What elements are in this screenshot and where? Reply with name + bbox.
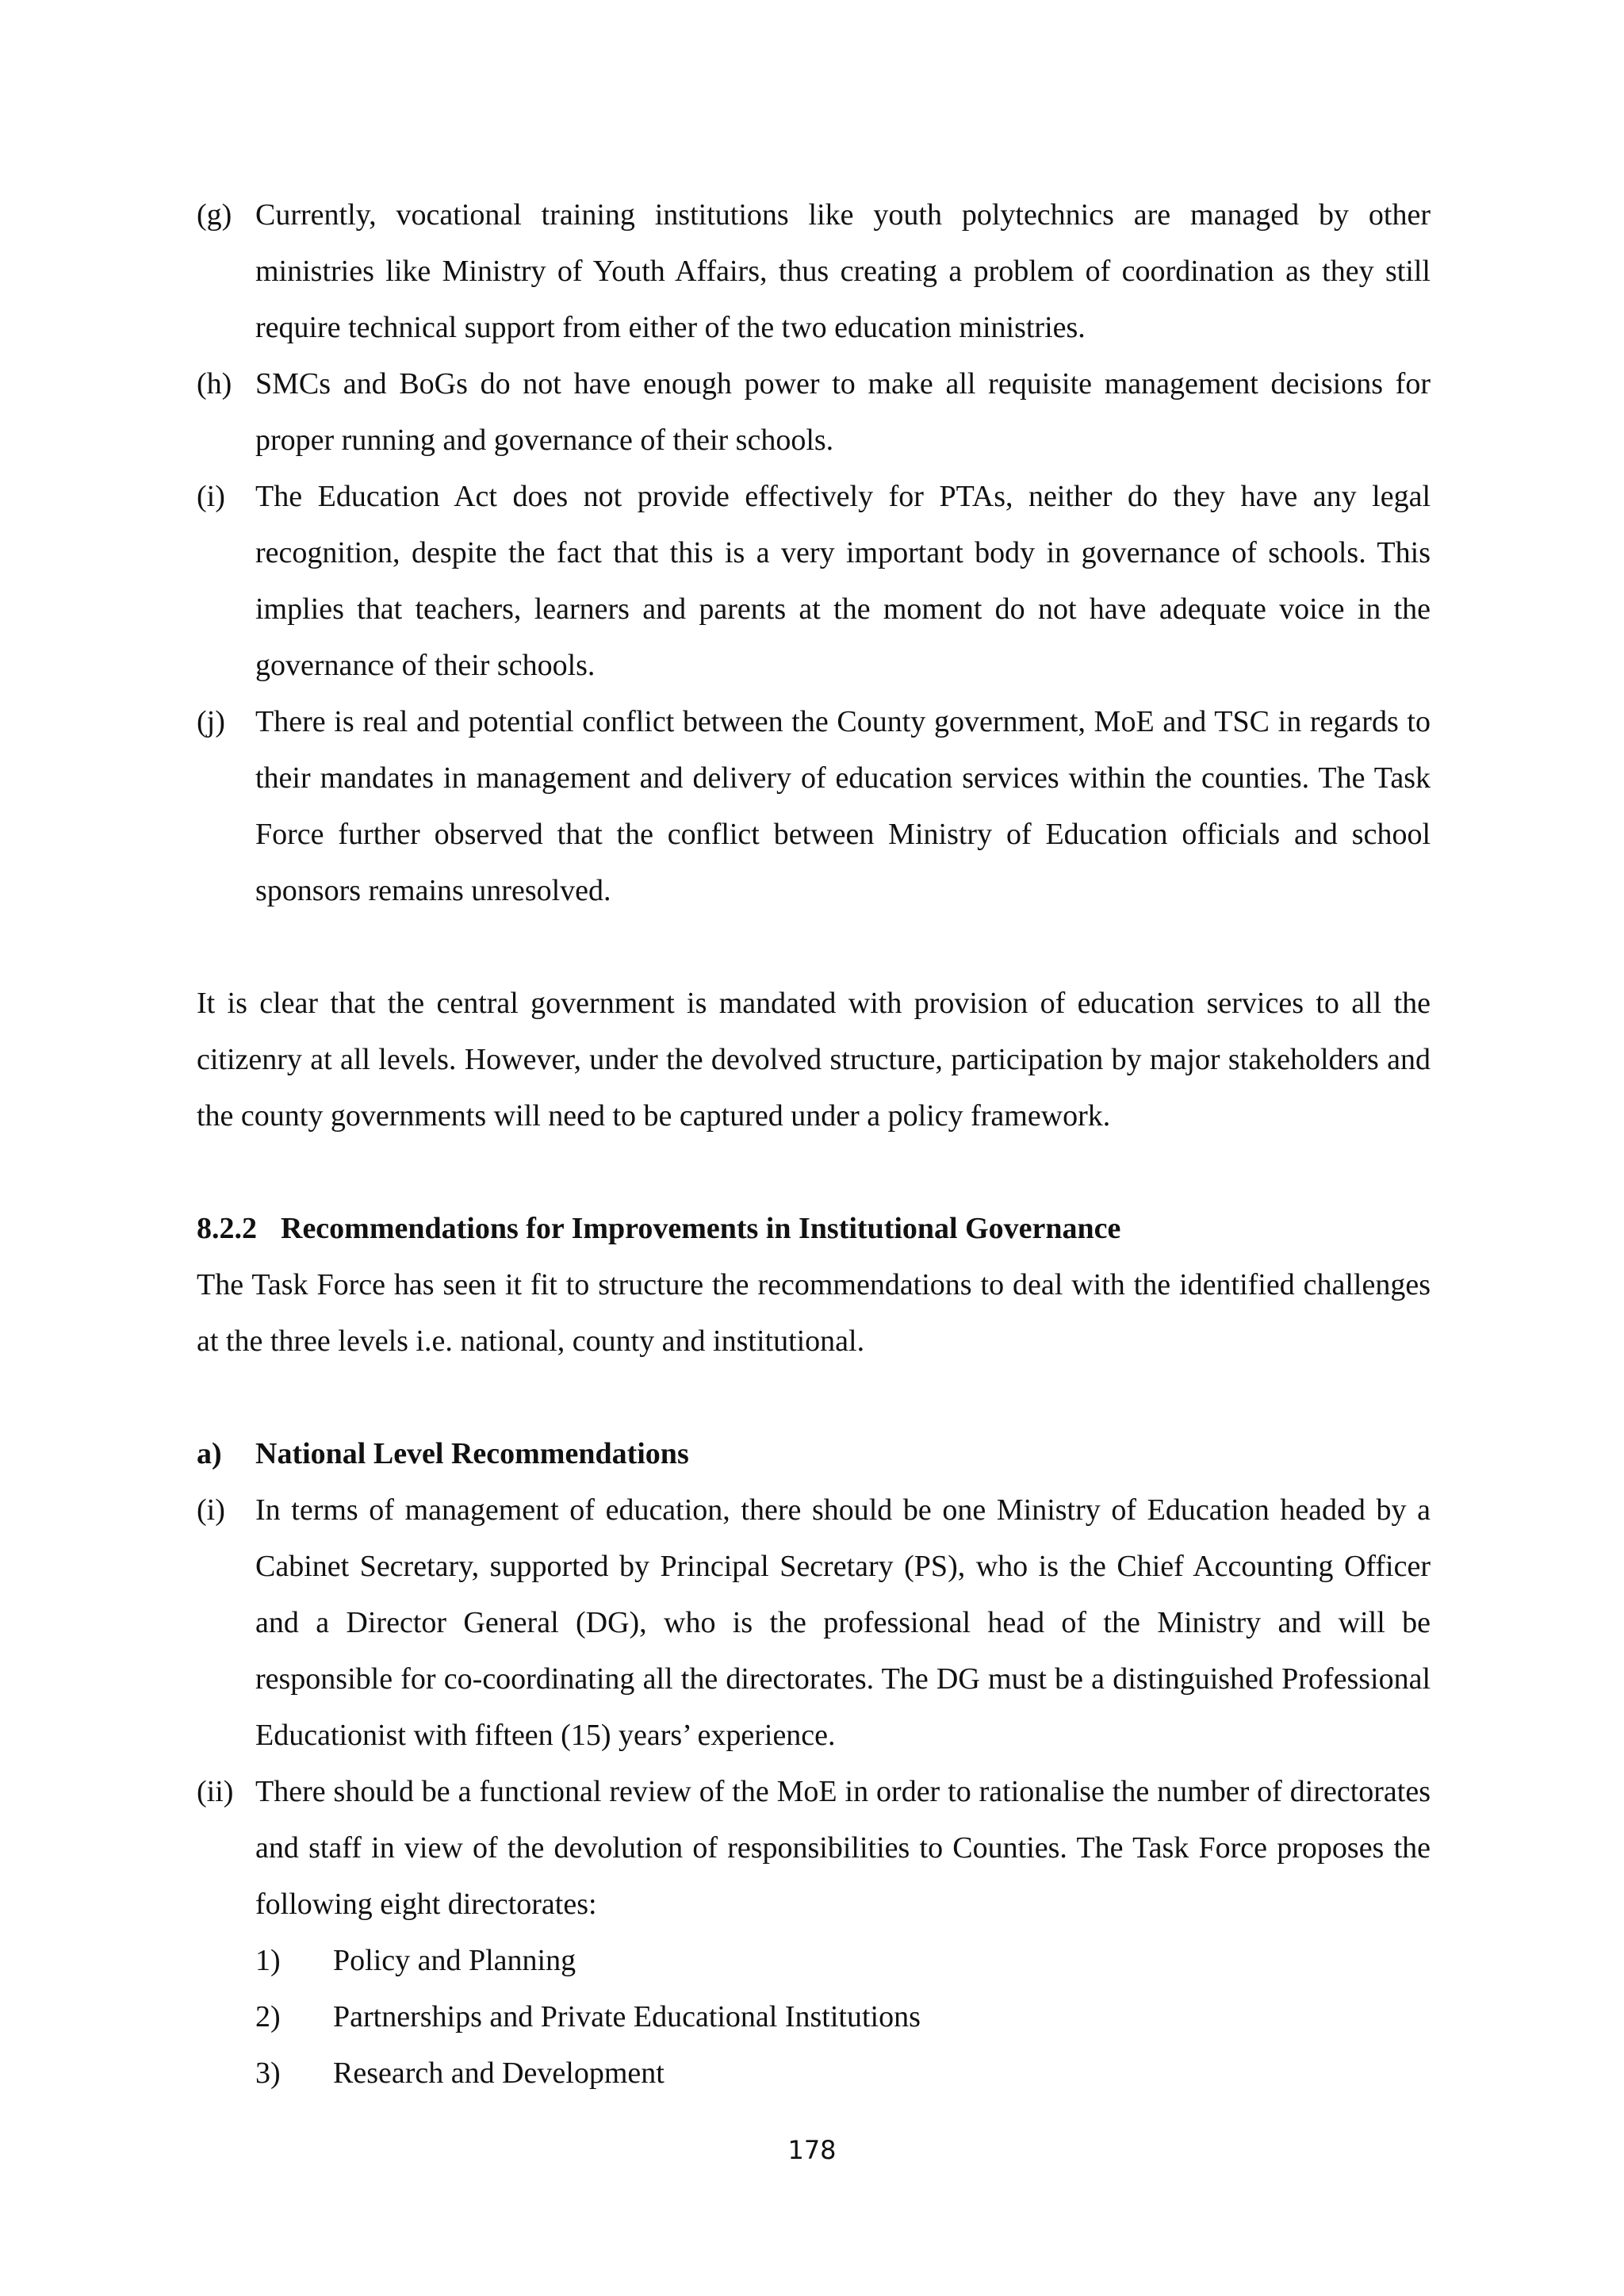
list-item-text: There is real and potential conflict between the County government, MoE and TSC in regards to their mandates in management and delivery of education services within the counties. The Task Force further observed that the conflict between Ministry of Education officials and school sponsors remains unresolved. — [255, 705, 1431, 907]
subsection-label: a) — [197, 1437, 222, 1470]
list-item-i — [197, 469, 1431, 694]
list-item-i-national — [197, 1482, 1431, 1764]
directorate-item — [197, 1989, 1431, 2045]
section-title: Recommendations for Improvements in Institutional Governance — [281, 1212, 1121, 1245]
list-item-g — [197, 187, 1431, 356]
list-item-label: (ii) — [197, 1775, 234, 1808]
directorate-name: Policy and Planning — [333, 1944, 576, 1977]
list-item-label: (h) — [197, 367, 232, 401]
subsection-title: National Level Recommendations — [255, 1437, 689, 1470]
directorate-number: 2) — [255, 2000, 281, 2033]
list-item-label: (g) — [197, 198, 232, 232]
spacer — [197, 1144, 1431, 1201]
directorate-name: Partnerships and Private Educational Institutions — [333, 2000, 921, 2033]
directorate-number: 1) — [255, 1944, 281, 1977]
list-item-label: (i) — [197, 1493, 225, 1527]
list-item-label: (i) — [197, 480, 225, 513]
section-intro: The Task Force has seen it fit to structure the recommendations to deal with the identified challenges at the three levels i.e. national, county and institutional. — [197, 1268, 1431, 1358]
list-item-h — [197, 356, 1431, 469]
spacer — [197, 919, 1431, 976]
list-item-text: In terms of management of education, there should be one Ministry of Education headed by a Cabinet Secretary, supported by Principal Secretary (PS), who is the Chief Accounting Officer and a Director General (DG), who is the professional head of the Ministry and will be responsible for co-coordinating all the directorates. The DG must be a distinguished Professional Educationist with fifteen (15) years’ experience. — [255, 1493, 1431, 1752]
list-item-ii-national — [197, 1764, 1431, 1933]
list-item-text: Currently, vocational training institutions like youth polytechnics are managed by other ministries like Ministry of Youth Affairs, thus creating a problem of coordination as they still require technical support from either of the two education ministries. — [255, 198, 1431, 344]
directorate-item — [197, 1933, 1431, 1989]
list-item-text: SMCs and BoGs do not have enough power to make all requisite management decisions for proper running and governance of their schools. — [255, 367, 1431, 457]
list-item-text: The Education Act does not provide effectively for PTAs, neither do they have any legal recognition, despite the fact that this is a very important body in governance of schools. This implies that teachers, learners and parents at the moment do not have adequate voice in the governance of their schools. — [255, 480, 1431, 682]
subsection-heading — [197, 1426, 1431, 1482]
spacer — [197, 1370, 1431, 1426]
body-paragraph: It is clear that the central government is mandated with provision of education services to all the citizenry at all levels. However, under the devolved structure, participation by major stakeholders and the county governments will need to be captured under a policy framework. — [197, 987, 1431, 1133]
list-item-j — [197, 694, 1431, 919]
directorate-item — [197, 2045, 1431, 2102]
list-item-label: (j) — [197, 705, 225, 738]
list-item-text: There should be a functional review of the MoE in order to rationalise the number of directorates and staff in view of the devolution of responsibilities to Counties. The Task Force proposes the following eight directorates: — [255, 1775, 1431, 1921]
page-number: 178 — [787, 2135, 837, 2165]
document-page — [197, 187, 1431, 2102]
directorate-name: Research and Development — [333, 2056, 665, 2090]
directorate-number: 3) — [255, 2056, 281, 2090]
section-number: 8.2.2 — [197, 1212, 257, 1245]
section-heading — [197, 1201, 1431, 1257]
